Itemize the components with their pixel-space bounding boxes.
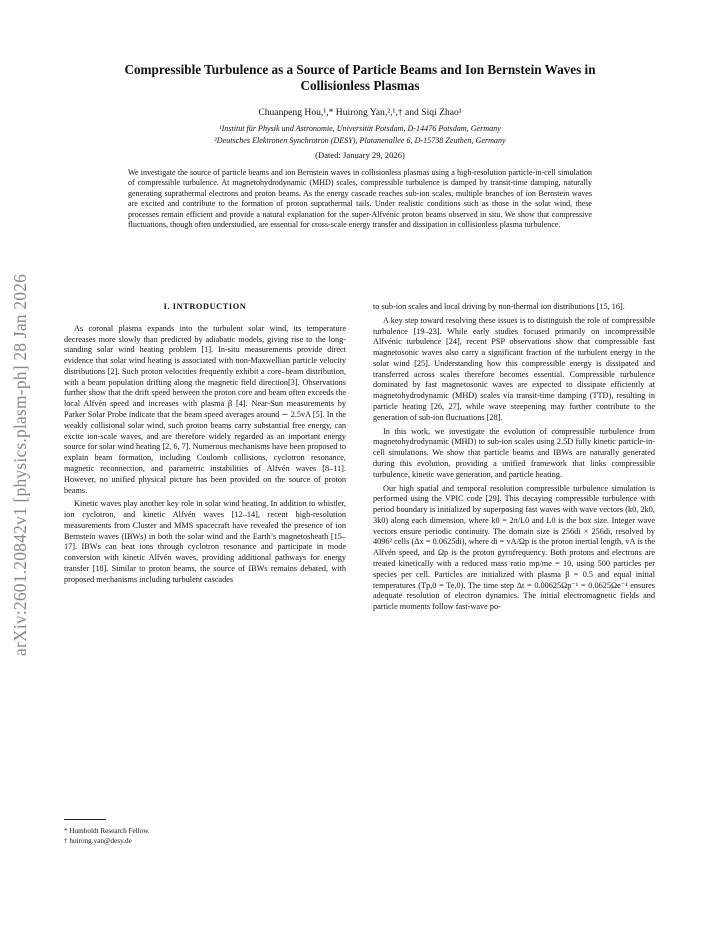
paper-title — [60, 62, 660, 93]
author-list: Chuanpeng Hou,¹,* Huirong Yan,²,¹,† and Siqi Zhao¹ — [258, 107, 462, 118]
affiliation-2: ²Deutsches Elektronen Synchrotron (DESY), Platanenallee 6, D-15738 Zeuthen, Germany — [214, 136, 506, 145]
left-column — [64, 302, 346, 586]
body-paragraph: As coronal plasma expands into the turbulent solar wind, its temperature decreases more slowly than predicted by adiabatic models, giving rise to the long-standing solar wind heating problem [1]. In-situ measurements provide direct evidence that solar wind heating is associated with non-Maxwellian particle velocity distributions [2]. Such proton velocities frequently exhibit a core–beam distribution, with a beam population drifting along the magnetic field direction[3]. Observations further show that the drift speed between the proton core and beam often exceeds the local Alfvén speed and increases with plasma β [4]. Near-Sun measurements by Parker Solar Probe indicate that the beam speed averages around ∼ 2.5vA [5]. In the weakly collisional solar wind, such proton beams carry substantial free energy, can excite ion-scale waves, and are therefore widely regarded as an important energy source for solar wind heating [2, 6, 7]. Numerous mechanisms have been proposed to explain beam formation, including Coulomb collisions, cyclotron resonance, magnetic reconnection, and parametric instabilities of Alfvén waves [8–11]. However, no unified physical picture has been provided on the source of proton beams. — [64, 323, 346, 495]
body-paragraph: to sub-ion scales and local driving by non-thermal ion distributions [15, 16]. — [373, 302, 625, 311]
body-paragraph: Our high spatial and temporal resolution compressible turbulence simulation is performed using the VPIC code [29]. This decaying compressible turbulence with period boundary is initialized by superposing fast waves with wave vectors (k0, 2k0, 3k0) along each dimension, where k0 = 2π/L0 and L0 is the box size. Integer wave vectors ensure periodic continuity. The domain size is 256di × 256di, resolved by 4096² cells (Δx = 0.0625di), where di = vA/Ωp is the proton inertial length, vA is the Alfvén speed, and Ωp is the proton gyrofrequency. Both protons and electrons are treated kinetically with a reduced mass ratio mp/me = 10, using 500 particles per species per cell. Particles are initialized with plasma β = 0.5 and equal initial temperatures (Tp,0 = Te,0). The time step Δt = 0.00625Ωp⁻¹ = 0.0625Ωe⁻¹ ensures adequate resolution of electron dynamics. The initial electromagnetic fields and particle moments follow fast-wave po- — [373, 483, 655, 612]
footnote-divider — [64, 819, 106, 820]
title-line-1: Compressible Turbulence as a Source of Particle Beams and Ion Bernstein Waves in — [124, 62, 596, 77]
footnotes — [64, 826, 346, 846]
body-paragraph: Kinetic waves play another key role in solar wind heating. In addition to whistler, ion cyclotron, and kinetic Alfvén waves [12–14], recent high-resolution measurements from Cluster and MMS spacecraft have revealed the presence of ion Bernstein waves (IBWs) in both the solar wind and the Earth’s magnetosheath [15–17]. IBWs can heat ions through cyclotron resonance and participate in mode conversion with kinetic Alfvén waves, providing additional pathways for energy transfer [18]. Similar to proton beams, the source of IBWs remains debated, with proposed mechanisms including turbulent cascades — [64, 499, 346, 584]
abstract: We investigate the source of particle beams and ion Bernstein waves in collisionless plasmas using a high-resolution particle-in-cell simulation of compressible turbulence. At magnetohydrodynamic (MHD) scales, compressible turbulence is damped by transit-time damping, naturally generating suprathermal electrons and proton beams. As the energy cascade reaches sub-ion scales, multiple branches of ion Bernstein waves are excited and contribute to the formation of proton suprathermal tails. Under realistic conditions such as those in the solar wind, these processes remain efficient and provide a natural explanation for the super-Alfvénic proton beams observed in situ. We show that compressive fluctuations, though often understudied, are essential for cross-scale energy transfer and dissipation in collisionless plasma turbulence. — [128, 168, 592, 230]
date-line: (Dated: January 29, 2026) — [315, 150, 405, 160]
footnote-2: † huirong.yan@desy.de — [64, 837, 132, 845]
arxiv-identifier: arXiv:2601.20842v1 [physics.plasm-ph] 28 Jan 2026 — [10, 273, 30, 656]
body-paragraph: In this work, we investigate the evolution of compressible turbulence from magnetohydrodynamic (MHD) to sub-ion scales using 2.5D fully kinetic particle-in-cell simulations. We show that particle beams and IBWs are naturally generated during this evolution, providing a unified framework that links compressible turbulence, kinetic wave generation, and particle heating. — [373, 426, 655, 479]
body-paragraph: A key step toward resolving these issues is to distinguish the role of compressible turbulence [19–23]. While early studies focused primarily on incompressible Alfvénic turbulence [24], recent PSP observations show that compressible fast magnetosonic waves also carry a significant fraction of the turbulent energy in the solar wind [25]. Understanding how this compressible energy is dissipated and transferred across scales therefore becomes essential. Compressible turbulence dominated by fast magnetosonic waves are expected to dissipate efficiently at magnetohydrodynamic (MHD) scales via transit-time damping (TTD), resulting in particle heating [26, 27], while wave steepening may further contribute to the generation of sub-ion fluctuations [28]. — [373, 315, 655, 422]
affiliation-1: ¹Institut für Physik und Astronomie, Universität Potsdam, D-14476 Potsdam, Germany — [219, 124, 501, 133]
section-heading: I. INTRODUCTION — [163, 302, 247, 311]
right-column — [373, 302, 655, 613]
title-line-2: Collisionless Plasmas — [300, 77, 420, 93]
footnote-1: * Humboldt Research Fellow. — [64, 827, 150, 835]
